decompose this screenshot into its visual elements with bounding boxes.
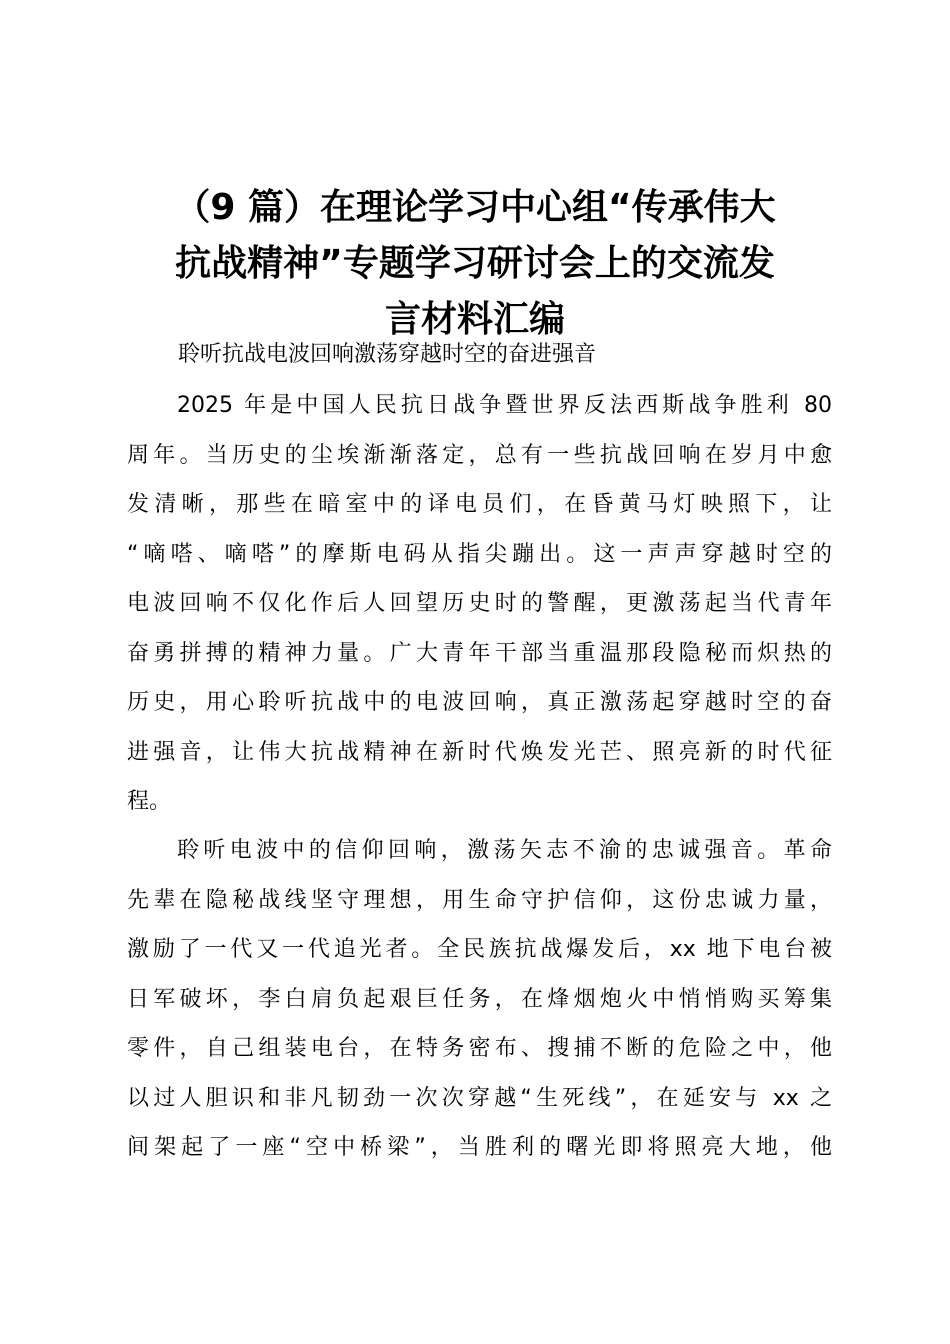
text-line: 先辈在隐秘战线坚守理想，用生命守护信仰，这份忠诚力量， [127, 887, 832, 913]
text-line: 零件，自己组装电台，在特务密布、搜捕不断的危险之中，他 [127, 1036, 832, 1061]
text-line: 程。 [127, 789, 172, 814]
text-line: 电波回响不仅化作后人回望历史时的警醒，更激荡起当代青年 [127, 591, 832, 616]
title-line: 抗战精神”专题学习研讨会上的交流发 [175, 243, 775, 284]
document-title [100, 180, 850, 348]
text-line: 进强音，让伟大抗战精神在新时代焕发光芒、照亮新的时代征 [127, 739, 832, 765]
text-line: 以过人胆识和非凡韧劲一次次穿越“生死线”，在延安与 xx 之 [127, 1085, 832, 1111]
text-line: 奋勇拼搏的精神力量。广大青年干部当重温那段隐秘而炽热的 [127, 640, 832, 666]
text-line: 发清晰，那些在暗室中的译电员们，在昏黄马灯映照下，让 [127, 492, 832, 517]
text-line: 历史，用心聆听抗战中的电波回响，真正激荡起穿越时空的奋 [127, 690, 832, 715]
text-line: 周年。当历史的尘埃渐渐落定，总有一些抗战回响在岁月中愈 [127, 442, 832, 468]
text-line: 聆听电波中的信仰回响，激荡矢志不渝的忠诚强音。革命 [177, 838, 832, 863]
text-line: “嘀嗒、嘀嗒”的摩斯电码从指尖蹦出。这一声声穿越时空的 [127, 541, 832, 567]
section-subtitle: 聆听抗战电波回响激荡穿越时空的奋进强音 [178, 342, 597, 367]
text-line: 激励了一代又一代追光者。全民族抗战爆发后，xx 地下电台被 [127, 937, 832, 962]
text-line: 2025 年是中国人民抗日战争暨世界反法西斯战争胜利 80 [177, 393, 832, 418]
title-line: 言材料汇编 [384, 299, 565, 340]
text-line: 日军破坏，李白肩负起艰巨任务，在烽烟炮火中悄悄购买筹集 [127, 986, 832, 1012]
body-paragraph [127, 826, 832, 1173]
body-paragraph [127, 381, 832, 827]
title-line: （9 篇）在理论学习中心组“传承伟大 [174, 187, 776, 228]
text-line: 间架起了一座“空中桥梁”，当胜利的曙光即将照亮大地，他 [127, 1135, 832, 1160]
